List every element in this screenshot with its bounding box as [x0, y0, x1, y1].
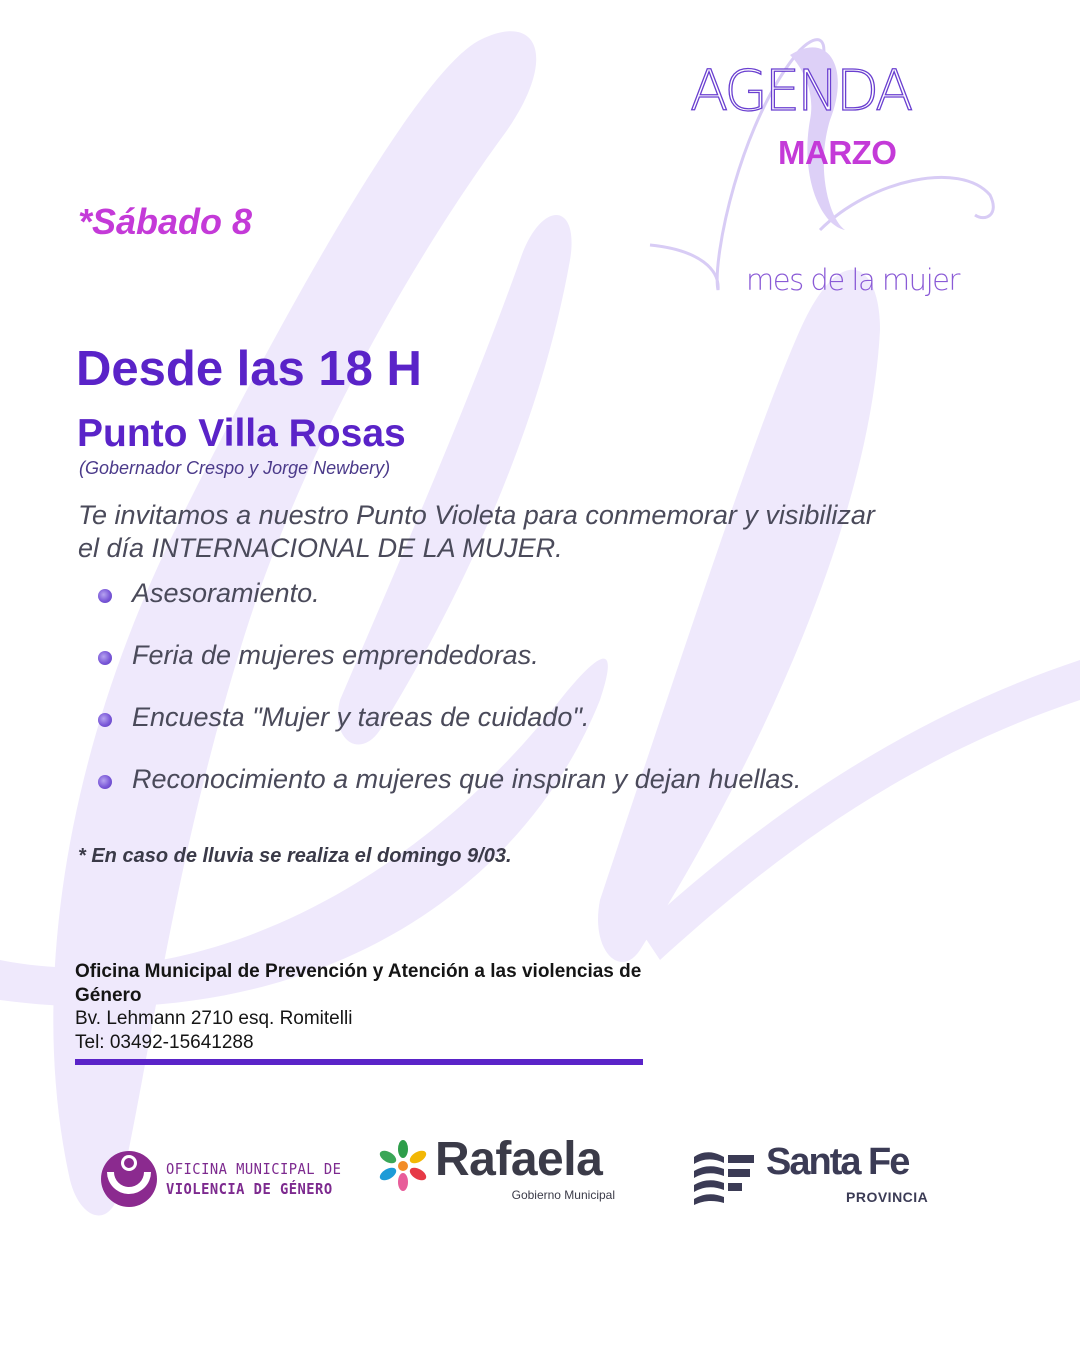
- ovg-logo: [100, 1150, 340, 1210]
- bullet-icon: [98, 713, 112, 727]
- rafaela-logo-name: Rafaela: [435, 1133, 603, 1186]
- ovg-logo-line-2: VIOLENCIA DE GÉNERO: [166, 1180, 333, 1198]
- activity-text: Feria de mujeres emprendedoras.: [132, 640, 539, 670]
- event-time: Desde las 18 H: [76, 342, 422, 396]
- ovg-logo-line-1: OFICINA MUNICIPAL DE: [166, 1160, 342, 1178]
- bullet-icon: [98, 651, 112, 665]
- office-phone: Tel: 03492-15641288: [75, 1031, 254, 1053]
- event-intro: [78, 499, 978, 565]
- agenda-subtitle: mes de la mujer: [746, 263, 959, 297]
- activity-text: Encuesta "Mujer y tareas de cuidado".: [132, 702, 590, 732]
- ovg-emblem-icon: [100, 1150, 160, 1210]
- list-item: [98, 702, 818, 733]
- santafe-logo-subtitle: PROVINCIA: [846, 1189, 929, 1205]
- bullet-icon: [98, 775, 112, 789]
- event-place: Punto Villa Rosas: [77, 412, 406, 455]
- santafe-logo: [690, 1141, 940, 1207]
- santafe-logo-name: Santa Fe: [766, 1141, 909, 1183]
- event-intro-line-2: el día INTERNACIONAL DE LA MUJER.: [78, 533, 563, 563]
- event-day: *Sábado 8: [78, 201, 253, 242]
- event-intro-line-1: Te invitamos a nuestro Punto Violeta para conmemorar y visibilizar: [78, 500, 875, 530]
- list-item: [98, 578, 818, 609]
- rafaela-logo: [375, 1133, 625, 1206]
- list-item: [98, 640, 818, 671]
- event-address: (Gobernador Crespo y Jorge Newbery): [79, 458, 391, 478]
- santafe-stripes-icon: [690, 1147, 756, 1205]
- rafaela-flower-icon: [375, 1138, 431, 1194]
- office-name: Oficina Municipal de Prevención y Atención a las violencias de Género: [75, 961, 642, 1006]
- activity-list: [98, 578, 818, 826]
- rafaela-logo-subtitle: Gobierno Municipal: [511, 1188, 615, 1202]
- office-contact: [75, 960, 655, 1054]
- agenda-title: AGENDA: [690, 59, 911, 124]
- office-address: Bv. Lehmann 2710 esq. Romitelli: [75, 1008, 353, 1029]
- agenda-month: MARZO: [778, 134, 897, 171]
- bullet-icon: [98, 589, 112, 603]
- activity-text: Reconocimiento a mujeres que inspiran y dejan huellas.: [132, 764, 802, 794]
- list-item: [98, 764, 818, 795]
- activity-text: Asesoramiento.: [132, 578, 320, 608]
- rain-note: * En caso de lluvia se realiza el domingo 9/03.: [78, 845, 512, 867]
- divider: [75, 1059, 643, 1065]
